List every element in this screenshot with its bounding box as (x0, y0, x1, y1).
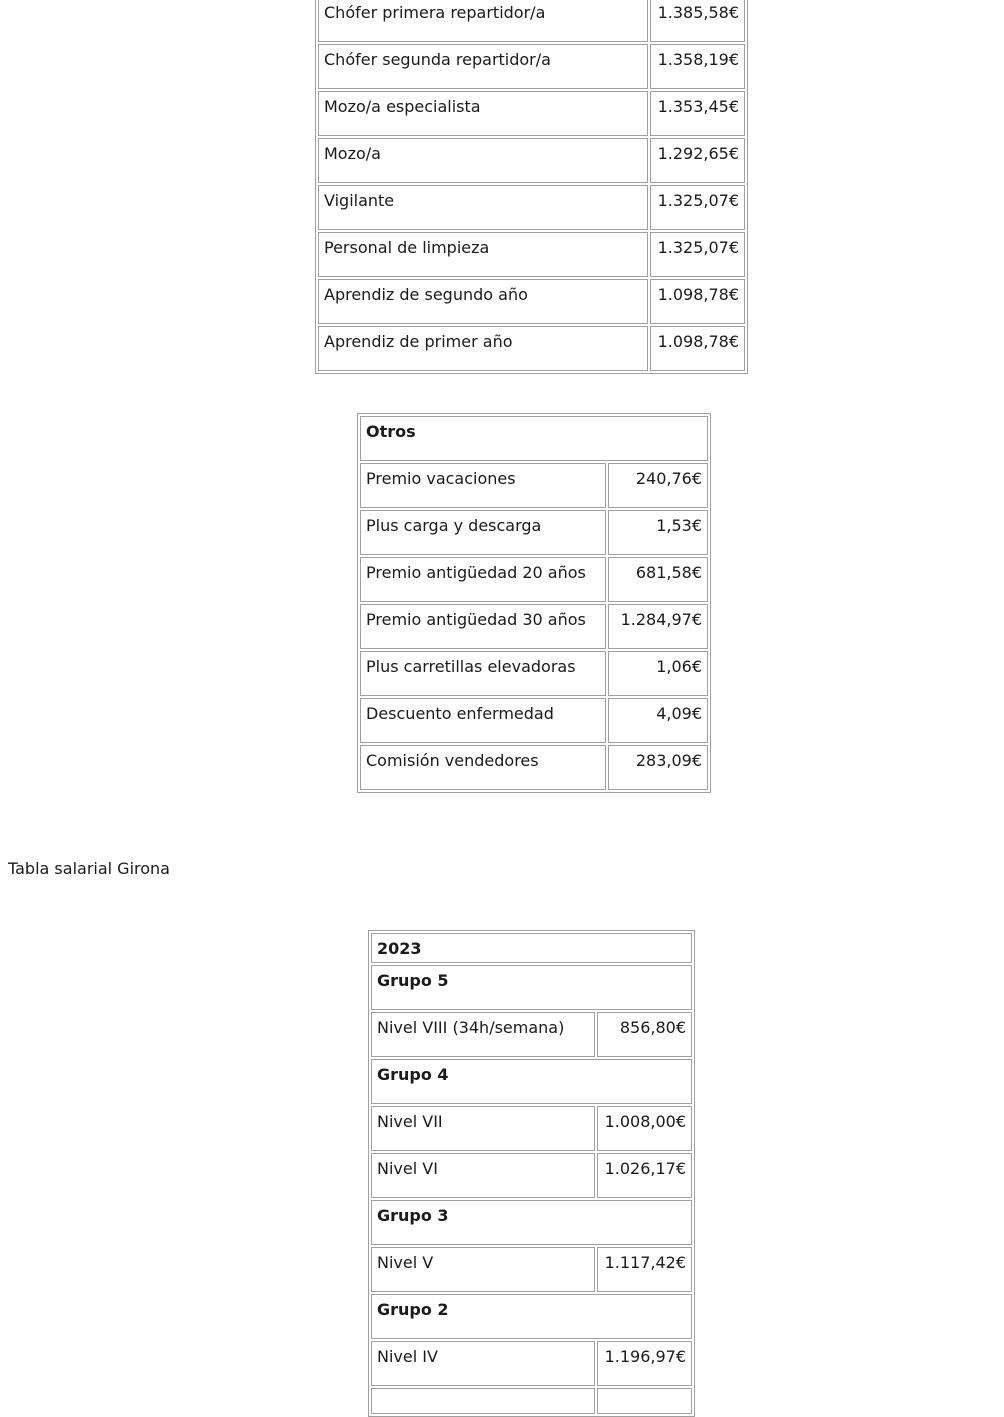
table-row (318, 138, 745, 183)
level-cell: Nivel VIII (34h/semana) (371, 1012, 595, 1057)
salary-value-cell: 1.325,07€ (650, 185, 745, 230)
group-header-cell: Grupo 5 (371, 965, 692, 1010)
amount-cell: 1,53€ (608, 510, 708, 555)
level-cell: Nivel VII (371, 1106, 595, 1151)
amount-cell: 1.008,00€ (597, 1106, 692, 1151)
table-row (318, 232, 745, 277)
concept-cell: Comisión vendedores (360, 745, 606, 790)
amount-cell: 856,80€ (597, 1012, 692, 1057)
table-row (360, 651, 708, 696)
table-row (318, 91, 745, 136)
salary-value-cell: 1.325,07€ (650, 232, 745, 277)
job-title-cell: Personal de limpieza (318, 232, 648, 277)
group-row (371, 1059, 692, 1104)
group-header-cell: Grupo 2 (371, 1294, 692, 1339)
amount-cell: 1,06€ (608, 651, 708, 696)
group-row (371, 1294, 692, 1339)
group-row (371, 1200, 692, 1245)
table-row (360, 510, 708, 555)
job-title-cell: Mozo/a especialista (318, 91, 648, 136)
salary-categories-table (315, 0, 748, 374)
amount-cell: 4,09€ (608, 698, 708, 743)
partial-row (371, 1388, 692, 1414)
job-title-cell: Chófer segunda repartidor/a (318, 44, 648, 89)
girona-salary-table (368, 930, 695, 1417)
table-row (371, 1247, 692, 1292)
concept-cell: Descuento enfermedad (360, 698, 606, 743)
concept-cell: Premio antigüedad 30 años (360, 604, 606, 649)
amount-cell: 283,09€ (608, 745, 708, 790)
level-cell: Nivel VI (371, 1153, 595, 1198)
job-title-cell: Aprendiz de segundo año (318, 279, 648, 324)
job-title-cell: Aprendiz de primer año (318, 326, 648, 371)
amount-cell: 1.117,42€ (597, 1247, 692, 1292)
table-row (360, 698, 708, 743)
concept-cell: Plus carretillas elevadoras (360, 651, 606, 696)
concept-cell: Premio vacaciones (360, 463, 606, 508)
job-title-cell: Mozo/a (318, 138, 648, 183)
group-header-cell: Grupo 3 (371, 1200, 692, 1245)
concept-cell: Premio antigüedad 20 años (360, 557, 606, 602)
table-row (360, 604, 708, 649)
level-cell: Nivel IV (371, 1341, 595, 1386)
year-header-row (371, 933, 692, 963)
amount-cell: 240,76€ (608, 463, 708, 508)
table-row (371, 1012, 692, 1057)
concept-cell: Plus carga y descarga (360, 510, 606, 555)
table-row (318, 279, 745, 324)
amount-cell: 1.026,17€ (597, 1153, 692, 1198)
salary-value-cell: 1.358,19€ (650, 44, 745, 89)
amount-cell: 1.196,97€ (597, 1341, 692, 1386)
salary-value-cell: 1.098,78€ (650, 326, 745, 371)
otros-header-cell: Otros (360, 416, 708, 461)
salary-value-cell: 1.098,78€ (650, 279, 745, 324)
table-row (360, 463, 708, 508)
table-row (318, 0, 745, 42)
amount-cell (597, 1388, 692, 1414)
level-cell: Nivel V (371, 1247, 595, 1292)
salary-value-cell: 1.292,65€ (650, 138, 745, 183)
girona-section-heading: Tabla salarial Girona (8, 859, 170, 878)
table-row (371, 1106, 692, 1151)
amount-cell: 1.284,97€ (608, 604, 708, 649)
table-row (371, 1153, 692, 1198)
table-header-row (360, 416, 708, 461)
otros-table (357, 413, 711, 793)
group-row (371, 965, 692, 1010)
level-cell (371, 1388, 595, 1414)
group-header-cell: Grupo 4 (371, 1059, 692, 1104)
table-row (360, 557, 708, 602)
year-header-cell: 2023 (371, 933, 692, 963)
salary-value-cell: 1.385,58€ (650, 0, 745, 42)
job-title-cell: Chófer primera repartidor/a (318, 0, 648, 42)
amount-cell: 681,58€ (608, 557, 708, 602)
table-row (360, 745, 708, 790)
table-row (318, 44, 745, 89)
table-row (318, 185, 745, 230)
job-title-cell: Vigilante (318, 185, 648, 230)
table-row (318, 326, 745, 371)
salary-value-cell: 1.353,45€ (650, 91, 745, 136)
table-row (371, 1341, 692, 1386)
